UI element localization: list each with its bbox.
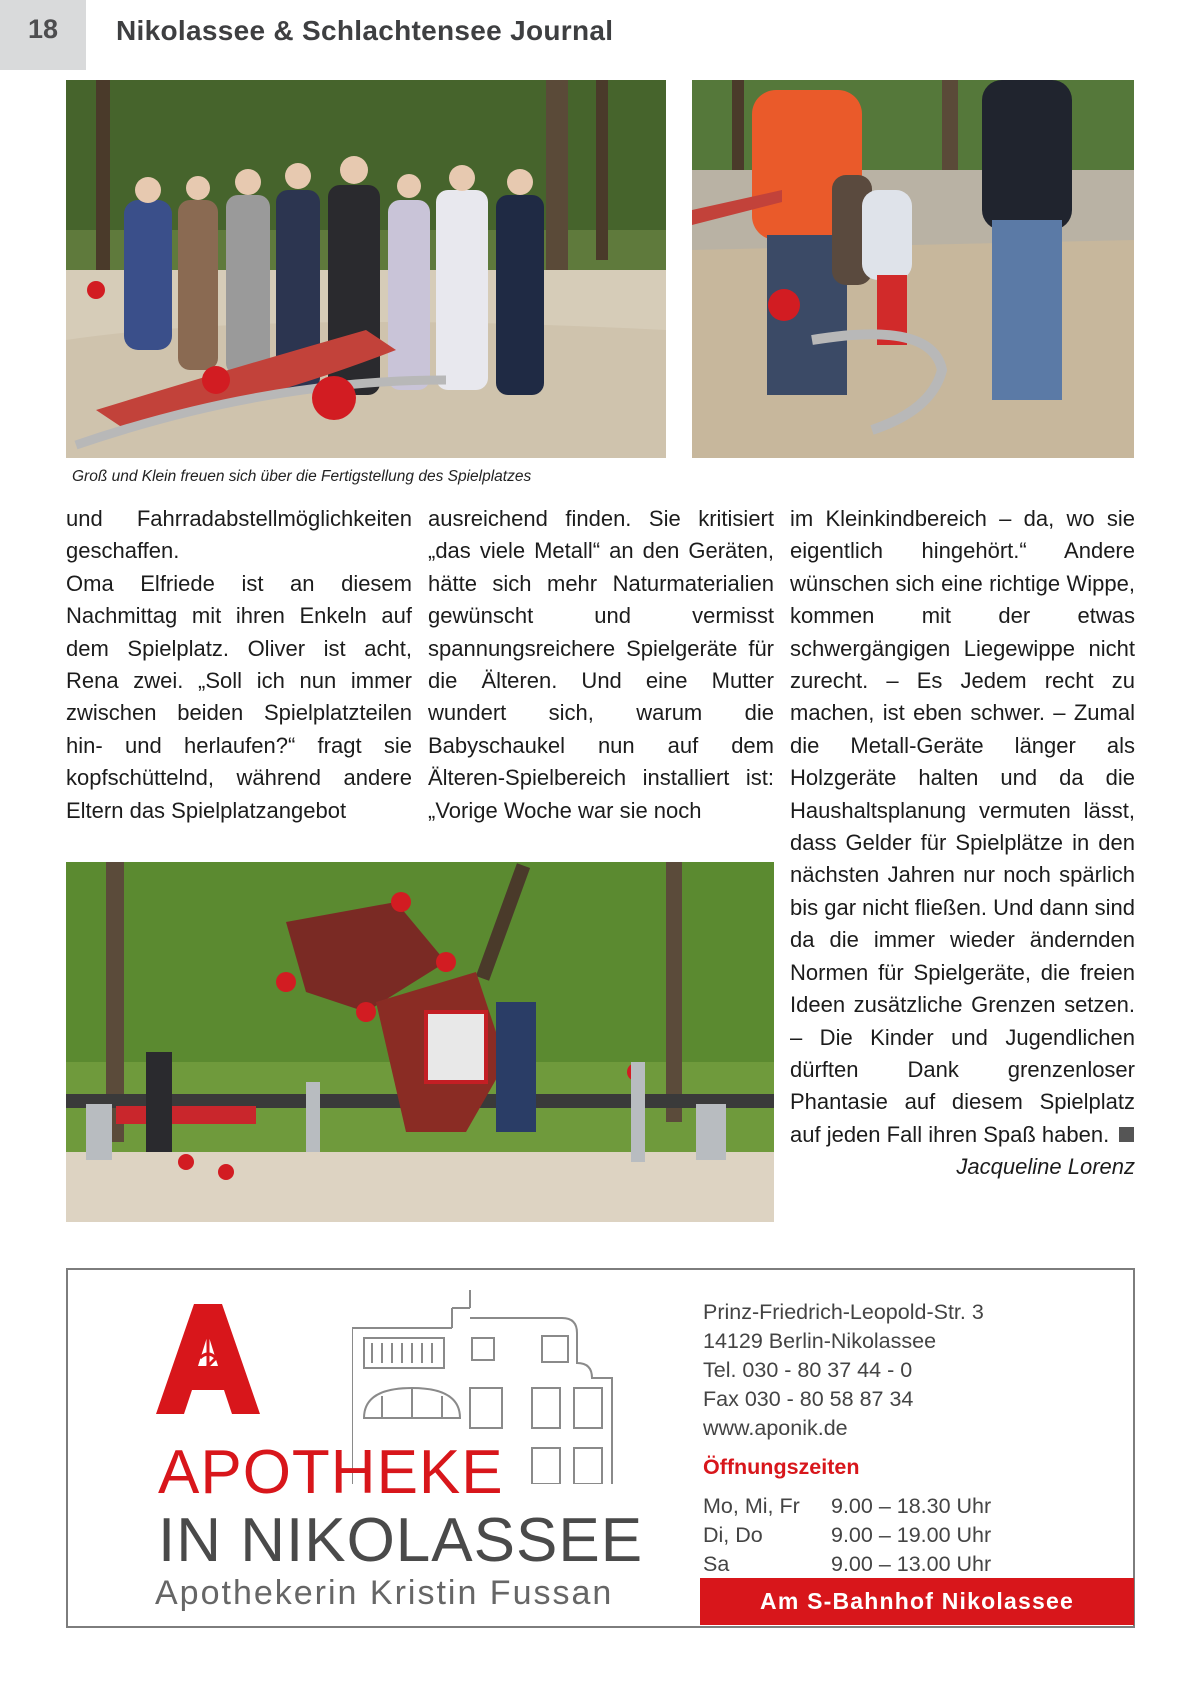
pharmacy-contact	[703, 1298, 984, 1443]
hours-days: Mo, Mi, Fr	[703, 1494, 800, 1518]
hours-row	[703, 1550, 991, 1579]
article-col1-paragraph-2: Oma Elfriede ist an diesem Nachmittag mit ihren Enkeln auf dem Spielplatz. Oliver ist acht, Rena zwei. „Soll ich nun immer zwischen beiden Spielplatzteilen hin- und herlaufen?“ fragt sie kopfschüttelnd, während andere Eltern das Spielplatzangebot	[66, 570, 412, 823]
group-photo	[66, 80, 666, 458]
article-author: Jacqueline Lorenz	[956, 1154, 1135, 1180]
pharmacy-web: www.aponik.de	[703, 1416, 848, 1440]
pharmacy-tel: Tel. 030 - 80 37 44 - 0	[703, 1358, 913, 1382]
pharmacy-logo-icon	[156, 1304, 260, 1414]
page-number: 18	[27, 14, 59, 44]
article-col3-paragraph	[790, 503, 1135, 1151]
playground-photo	[66, 862, 774, 1222]
pharmacy-fax: Fax 030 - 80 58 87 34	[703, 1387, 914, 1411]
article-column-2	[428, 503, 774, 827]
opening-hours-title: Öffnungszeiten	[703, 1455, 860, 1479]
article-end-mark	[1119, 1127, 1134, 1142]
photo-caption: Groß und Klein freuen sich über die Fertigstellung des Spielplatzes	[72, 468, 532, 485]
pharmacy-city: 14129 Berlin-Nikolassee	[703, 1329, 937, 1353]
hours-time: 9.00 – 13.00 Uhr	[831, 1552, 992, 1576]
article-col1-paragraph-1: und Fahrradabstellmöglichkeiten geschaffen.	[66, 506, 412, 564]
article-col2-paragraph: ausreichend finden. Sie kritisiert „das viele Metall“ an den Geräten, hätte sich mehr Naturmaterialien gewünscht und vermisst spannungsreichere Spielgeräte für die Älteren. Und eine Mutter wundert sich, warum die Babyschaukel nun auf dem Älteren-Spielbereich installiert ist: „Vorige Woche war sie noch	[428, 506, 774, 823]
pharmacy-brand-line-1: APOTHEKE	[158, 1438, 504, 1507]
pharmacy-brand-line-2: IN NIKOLASSEE	[158, 1506, 644, 1575]
family-photo	[692, 80, 1134, 458]
hours-days: Di, Do	[703, 1523, 763, 1547]
pharmacist-name: Apothekerin Kristin Fussan	[155, 1574, 614, 1612]
hours-row	[703, 1492, 991, 1521]
article-col3-text: im Kleinkindbereich – da, wo sie eigentlich hingehört.“ Andere wünschen sich eine richtige Wippe, kommen mit der etwas schwergängigen Liegewippe nicht zurecht. – Es Jedem recht zu machen, ist eben schwer. – Zumal die Metall-Geräte länger als Holzgeräte halten und da die Haushaltsplanung vermuten lässt, dass Gelder für Spielplätze in den nächsten Jahren nur noch spärlich bis gar nicht fließen. Und dann sind da die immer wieder ändernden Normen für Spielgeräte, die freien Ideen zusätzliche Grenzen setzen. – Die Kinder und Jugendlichen dürften Dank grenzenloser Phantasie auf diesem Spielplatz auf jeden Fall ihren Spaß haben.	[790, 506, 1135, 1147]
location-banner-text: Am S-Bahnhof Nikolassee	[760, 1588, 1074, 1614]
opening-hours	[703, 1492, 991, 1579]
journal-title: Nikolassee & Schlachtensee Journal	[116, 15, 614, 46]
hours-days: Sa	[703, 1552, 730, 1576]
hours-row	[703, 1521, 991, 1550]
article-column-3	[790, 503, 1135, 1184]
pharmacy-street: Prinz-Friedrich-Leopold-Str. 3	[703, 1300, 984, 1324]
hours-time: 9.00 – 18.30 Uhr	[831, 1494, 992, 1518]
hours-time: 9.00 – 19.00 Uhr	[831, 1523, 992, 1547]
article-column-1	[66, 503, 412, 827]
